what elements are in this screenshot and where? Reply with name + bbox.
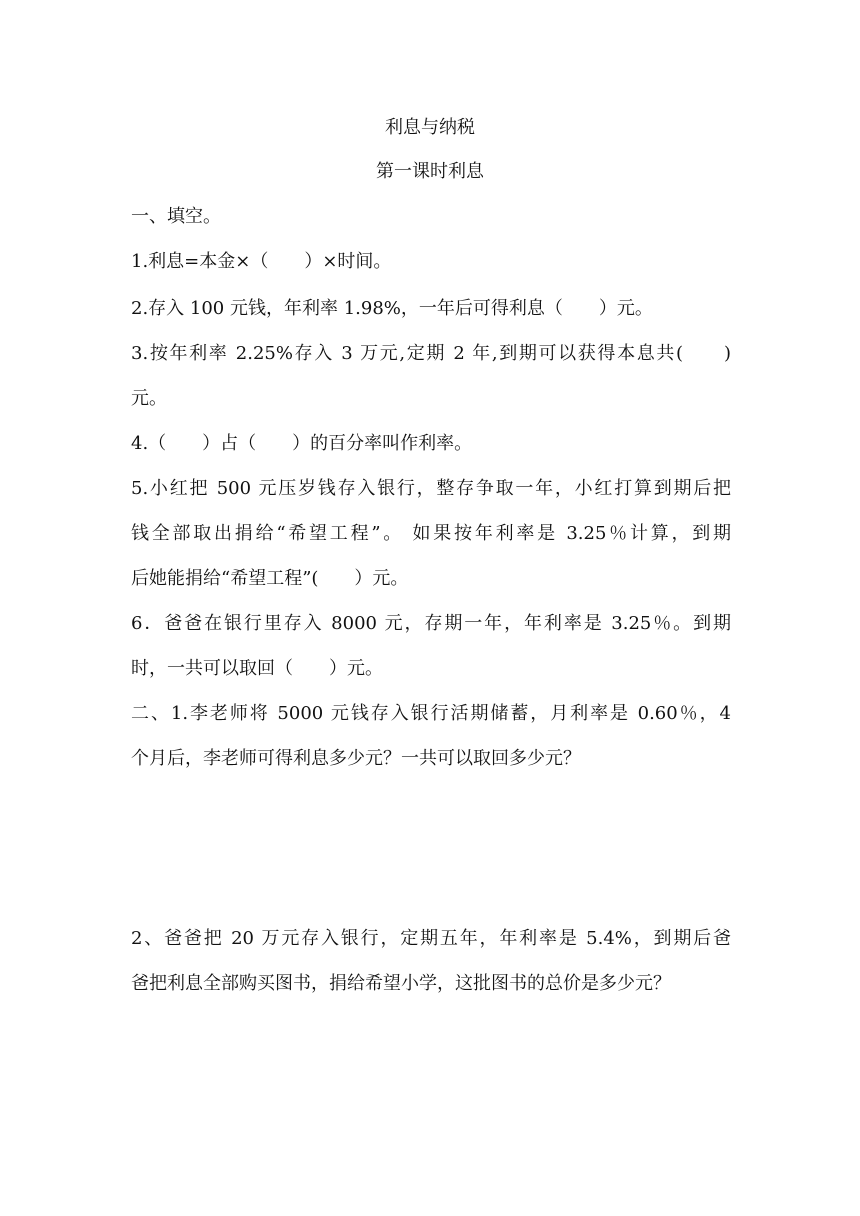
question-5-line-1: 5.小红把 500 元压岁钱存入银行，整存争取一年，小红打算到期后把 [131,478,731,499]
question-3-line-2: 元。 [131,388,167,409]
question-5-line-2: 钱全部取出捐给“希望工程”。 如果按年利率是 3.25％计算，到期 [131,523,731,544]
problem-1-line-1: 二、1.李老师将 5000 元钱存入银行活期储蓄，月利率是 0.60％，4 [131,703,731,724]
problem-2-line-2: 爸把利息全部购买图书，捐给希望小学，这批图书的总价是多少元？ [131,973,671,994]
problem-2-line-1: 2、爸爸把 20 万元存入银行，定期五年，年利率是 5.4%，到期后爸 [131,928,731,949]
question-6-line-2: 时，一共可以取回（ ）元。 [131,658,383,679]
question-2: 2.存入 100 元钱，年利率 1.98%，一年后可得利息（ ）元。 [131,298,653,319]
problem-1-line-2: 个月后，李老师可得利息多少元？一共可以取回多少元？ [131,748,581,769]
question-6-line-1: 6．爸爸在银行里存入 8000 元，存期一年，年利率是 3.25％。到期 [131,613,731,634]
page-subtitle: 第一课时利息 [376,161,484,182]
question-4: 4.（ ）占（ ）的百分率叫作利率。 [131,433,473,454]
question-1: 1.利息=本金×（ ）×时间。 [131,251,392,272]
section-heading: 一、填空。 [131,206,221,227]
question-5-line-3: 后她能捐给“希望工程”( ）元。 [131,568,409,589]
page-title: 利息与纳税 [385,117,475,138]
question-3-line-1: 3.按年利率 2.25%存入 3 万元,定期 2 年,到期可以获得本息共( ) [131,343,731,364]
